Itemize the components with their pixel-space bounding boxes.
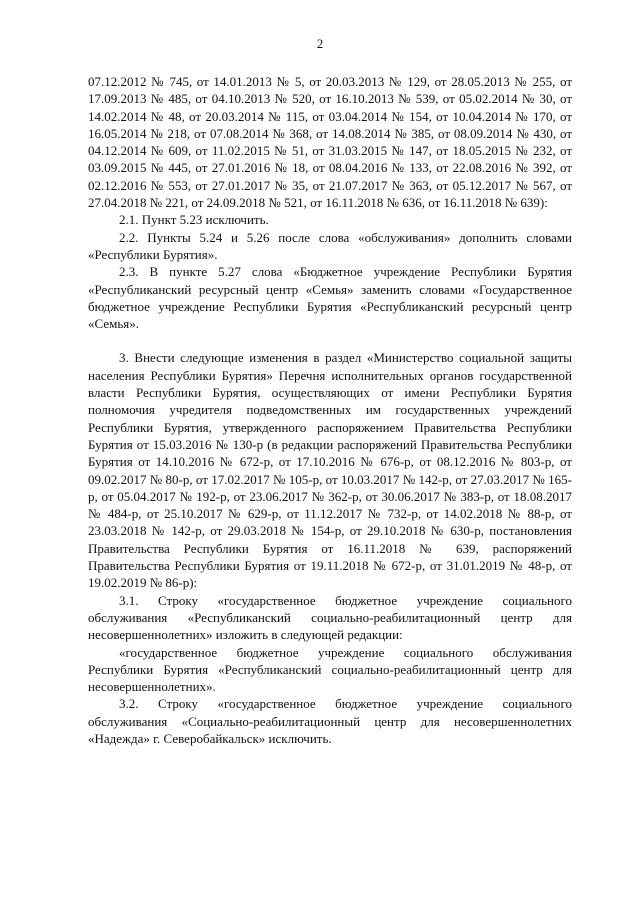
page-number: 2 — [316, 36, 324, 51]
paragraph-2-1: 2.1. Пункт 5.23 исключить. — [119, 212, 269, 228]
document-body — [88, 73, 572, 747]
paragraph-3: 3. Внести следующие изменения в раздел «Министерство социальной защиты населения Республики Бурятия» Перечня исполнительных органов государственной власти Республики Бурятия, осуществляющих от имени Республики Бурятия полномочия учредителя подведомственных им государственных учреждений Республики Бурятия, утвержденного распоряжением Правительства Республики Бурятия от 15.03.2016 № 130-р (в редакции распоряжений Правительства Республики Бурятия от 14.10.2016 № 672-р, от 17.10.2016 № 676-р, от 08.12.2016 № 803-р, от 09.02.2017 № 80-р, от 17.02.2017 № 105-р, от 10.03.2017 № 142-р, от 27.03.2017 № 165-р, от 05.04.2017 № 192-р, от 23.06.2017 № 362-р, от 30.06.2017 № 383-р, от 18.08.2017 № 484-р, от 25.10.2017 № 629-р, от 11.12.2017 № 732-р, от 14.02.2018 № 88-р, от 23.03.2018 № 142-р, от 29.03.2018 № 154-р, от 29.10.2018 № 630-р, постановления Правительства Республики Бурятия от 16.11.2018 № 639, распоряжений Правительства Республики Бурятия от 19.11.2018 № 672-р, от 31.01.2019 № 48-р, от 19.02.2019 № 86-р): — [88, 350, 572, 591]
paragraph-3-1: 3.1. Строку «государственное бюджетное учреждение социального обслуживания «Республиканский социально-реабилитационный центр для несовершеннолетних» изложить в следующей редакции: — [88, 592, 572, 643]
paragraph-2-3: 2.3. В пункте 5.27 слова «Бюджетное учреждение Республики Бурятия «Республиканский ресурсный центр «Семья» заменить словами «Государственное бюджетное учреждение Республики Бурятия «Республиканский ресурсный центр «Семья». — [88, 264, 572, 332]
paragraph-list-continuation: 07.12.2012 № 745, от 14.01.2013 № 5, от 20.03.2013 № 129, от 28.05.2013 № 255, от 17.09.2013 № 485, от 04.10.2013 № 520, от 16.10.2013 № 539, от 05.02.2014 № 30, от 14.02.2014 № 48, от 20.03.2014 № 115, от 03.04.2014 № 154, от 10.04.2014 № 170, от 16.05.2014 № 218, от 07.08.2014 № 368, от 14.08.2014 № 385, от 08.09.2014 № 430, от 04.12.2014 № 609, от 11.02.2015 № 51, от 31.03.2015 № 147, от 18.05.2015 № 232, от 03.09.2015 № 445, от 27.01.2016 № 18, от 08.04.2016 № 133, от 22.08.2016 № 392, от 02.12.2016 № 553, от 27.01.2017 № 35, от 21.07.2017 № 363, от 05.12.2017 № 567, от 27.04.2018 № 221, от 24.09.2018 № 521, от 16.11.2018 № 636, от 16.11.2018 № 639): — [88, 74, 572, 211]
paragraph-2-2: 2.2. Пункты 5.24 и 5.26 после слова «обслуживания» дополнить словами «Республики Бурятия». — [88, 229, 572, 262]
paragraph-3-2: 3.2. Строку «государственное бюджетное учреждение социального обслуживания «Социально-реабилитационный центр для несовершеннолетних «Надежда» г. Северобайкальск» исключить. — [88, 696, 572, 746]
paragraph-3-1-quote: «государственное бюджетное учреждение социального обслуживания Республики Бурятия «Республиканский социально-реабилитационный центр для несовершеннолетних». — [88, 644, 572, 695]
